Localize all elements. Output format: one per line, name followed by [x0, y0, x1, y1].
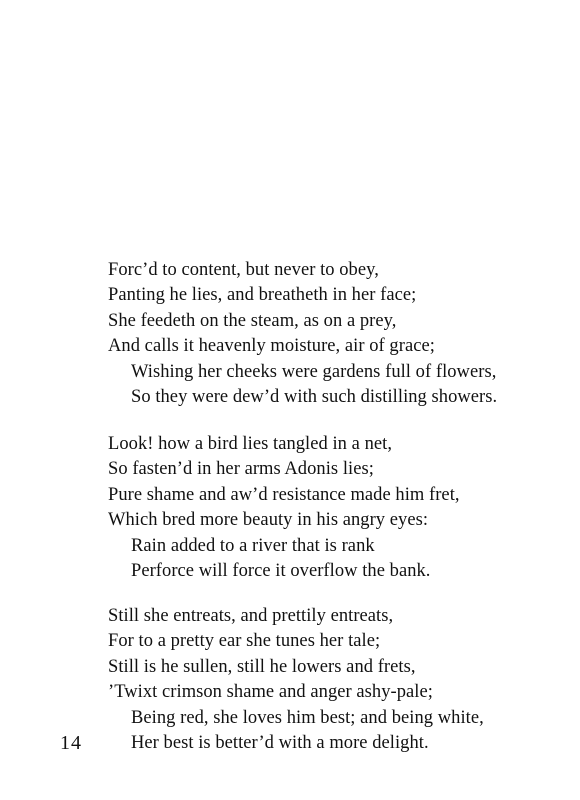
poem-line: Which bred more beauty in his angry eyes: [108, 510, 429, 531]
poem-line: ’Twixt crimson shame and anger ashy-pale; [108, 682, 433, 703]
poem-line: And calls it heavenly moisture, air of grace; [108, 336, 435, 357]
poem-line: Pure shame and aw’d resistance made him fret, [108, 484, 460, 505]
stanza [108, 432, 460, 584]
poem-line: Panting he lies, and breatheth in her face; [108, 285, 417, 306]
poem-line: Still is he sullen, still he lowers and frets, [108, 656, 416, 677]
page-number: 14 [60, 732, 82, 754]
poem-line-indented: Perforce will force it overflow the bank. [131, 561, 431, 582]
poem-line-indented: Wishing her cheeks were gardens full of flowers, [131, 361, 497, 382]
poem-line: So fasten’d in her arms Adonis lies; [108, 459, 374, 480]
poem-line: Forc’d to content, but never to obey, [108, 260, 379, 280]
poem-line-indented: So they were dew’d with such distilling showers. [131, 387, 498, 408]
poem-line-indented: Rain added to a river that is rank [131, 535, 375, 556]
poem-line-indented: Her best is better’d with a more delight. [131, 733, 429, 754]
stanza [108, 258, 497, 410]
poem-line: Still she entreats, and prettily entreats, [108, 606, 394, 626]
poem-line-indented: Being red, she loves him best; and being white, [131, 707, 484, 728]
poem-line: She feedeth on the steam, as on a prey, [108, 310, 397, 331]
poem-line: For to a pretty ear she tunes her tale; [108, 631, 381, 652]
poem-line: Look! how a bird lies tangled in a net, [108, 434, 393, 454]
stanza [108, 604, 484, 756]
